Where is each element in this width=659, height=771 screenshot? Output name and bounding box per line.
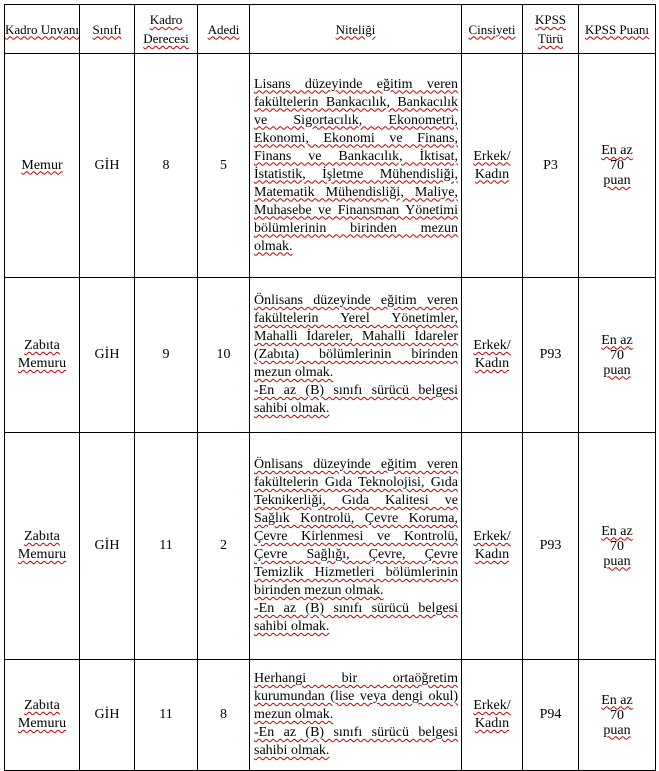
- header-kpss-puani: KPSS Puanı: [579, 5, 656, 54]
- nitelik-line: -En az (B) sınıfı sürücü belgesi sahibi olmak.: [254, 601, 458, 634]
- table-row: [5, 433, 656, 660]
- cell-kpss-turu: P94: [523, 660, 579, 771]
- nitelik-line: Önlisans düzeyinde eğitim veren fakültelerin Gıda Teknolojisi, Gıda Teknikerliği, Gıda Kalitesi ve Sağlık Kontrolü, Çevre Koruma, Çevre Kirlenmesi ve Kontrolü, Çevre Sağlığı, Çevre, Çevre Temizlik Hizmetleri bölümlerinin birinden mezun olmak.: [254, 457, 458, 598]
- nitelik-line: -En az (B) sınıfı sürücü belgesi sahibi olmak.: [254, 725, 458, 758]
- header-row: [5, 5, 656, 54]
- cell-nitelik: [250, 278, 462, 433]
- nitelik-line: Önlisans düzeyinde eğitim veren fakültelerin Yerel Yönetimler, Mahalli İdareler, Mahalli İdareler (Zabıta) bölümlerinin birinden mezun olmak.: [254, 293, 458, 380]
- cell-adet: 5: [198, 54, 250, 278]
- header-niteligi: Niteliği: [250, 5, 462, 54]
- cell-derece: 8: [135, 54, 198, 278]
- cell-derece: 11: [135, 433, 198, 660]
- header-kpss-turu: KPSS Türü: [523, 5, 579, 54]
- nitelik-line: -En az (B) sınıfı sürücü belgesi sahibi olmak.: [254, 383, 458, 416]
- cell-sinif: GİH: [80, 278, 135, 433]
- cell-kpss-puani: En az 70 puan: [579, 54, 656, 278]
- table-row: [5, 54, 656, 278]
- cell-unvan: Zabıta Memuru: [5, 278, 80, 433]
- header-sinifi: Sınıfı: [80, 5, 135, 54]
- cell-adet: 8: [198, 660, 250, 771]
- cell-derece: 11: [135, 660, 198, 771]
- cell-unvan: Memur: [5, 54, 80, 278]
- header-kadro-unvani: Kadro Unvanı: [5, 5, 80, 54]
- header-kadro-derecesi: Kadro Derecesi: [135, 5, 198, 54]
- cell-sinif: GİH: [80, 54, 135, 278]
- cell-cinsiyet: Erkek/ Kadın: [462, 54, 523, 278]
- header-cinsiyeti: Cinsiyeti: [462, 5, 523, 54]
- cell-adet: 2: [198, 433, 250, 660]
- cell-kpss-turu: P93: [523, 433, 579, 660]
- cell-cinsiyet: Erkek/ Kadın: [462, 660, 523, 771]
- table-row: [5, 278, 656, 433]
- nitelik-line: Lisans düzeyinde eğitim veren fakültelerin Bankacılık, Bankacılık ve Sigortacılık, Ekonometri, Ekonomi, Ekonomi ve Finans, Finans ve Bankacılık, İktisat, İstatistik, İşletme Mühendisliği, Matematik Mühendisliği, Maliye, Muhasebe ve Finansman Yönetimi bölümlerinin birinden mezun olmak.: [254, 76, 458, 254]
- cell-unvan: Zabıta Memuru: [5, 660, 80, 771]
- cell-sinif: GİH: [80, 660, 135, 771]
- cell-kpss-turu: P93: [523, 278, 579, 433]
- cell-derece: 9: [135, 278, 198, 433]
- cell-sinif: GİH: [80, 433, 135, 660]
- cell-adet: 10: [198, 278, 250, 433]
- cell-cinsiyet: Erkek/ Kadın: [462, 433, 523, 660]
- cell-unvan: Zabıta Memuru: [5, 433, 80, 660]
- cell-kpss-turu: P3: [523, 54, 579, 278]
- nitelik-line: Herhangi bir ortaöğretim kurumundan (lise veya dengi okul) mezun olmak.: [254, 671, 458, 722]
- table-row: [5, 660, 656, 771]
- cell-kpss-puani: En az 70 puan: [579, 433, 656, 660]
- cell-nitelik: [250, 660, 462, 771]
- cell-nitelik: [250, 433, 462, 660]
- cell-kpss-puani: En az 70 puan: [579, 660, 656, 771]
- header-adedi: Adedi: [198, 5, 250, 54]
- cell-kpss-puani: En az 70 puan: [579, 278, 656, 433]
- cell-nitelik: [250, 54, 462, 278]
- cell-cinsiyet: Erkek/ Kadın: [462, 278, 523, 433]
- kadro-table: [4, 4, 656, 771]
